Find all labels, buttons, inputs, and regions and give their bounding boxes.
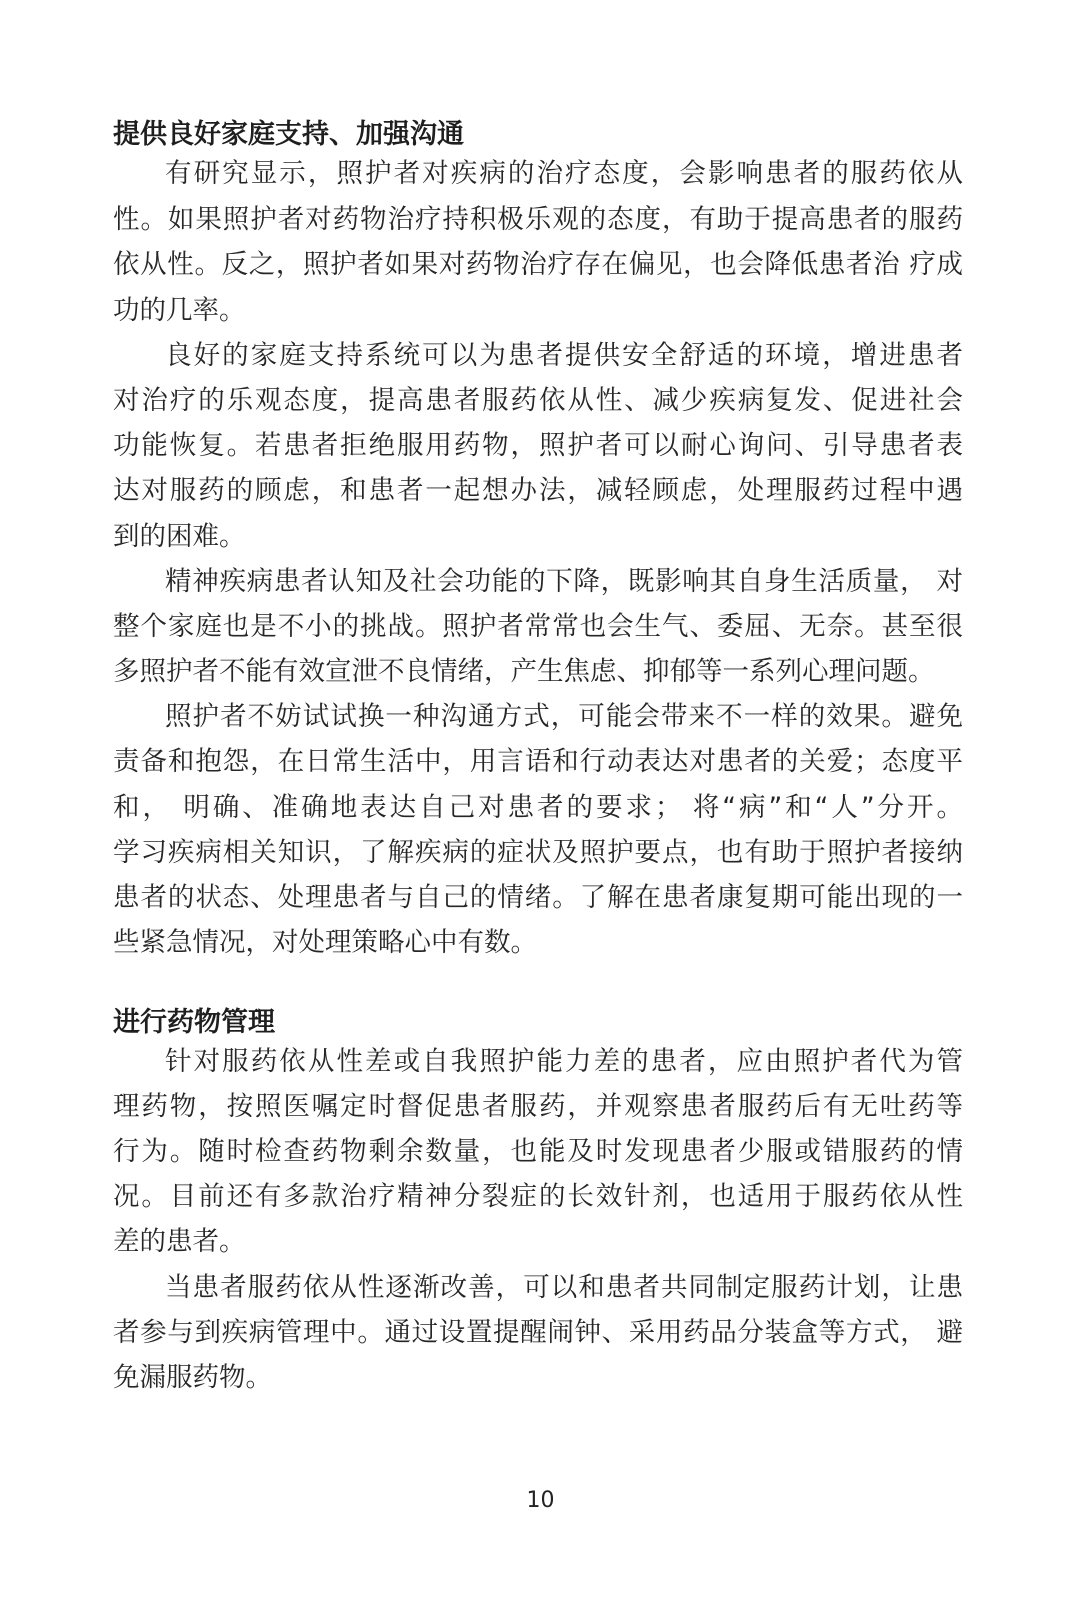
paragraph-line: 有研究显示，照护者对疾病的治疗态度，会影响患者的服药依从: [165, 158, 963, 189]
paragraph-line: 照护者不妨试试换一种沟通方式，可能会带来不一样的效果。避免: [165, 701, 963, 732]
paragraph-line: 针对服药依从性差或自我照护能力差的患者，应由照护者代为管: [165, 1046, 963, 1077]
paragraph-line: 性。如果照护者对药物治疗持积极乐观的态度，有助于提高患者的服药: [113, 204, 963, 235]
paragraph-line: 到的困难。: [113, 521, 246, 552]
paragraph-line: 对治疗的乐观态度，提高患者服药依从性、减少疾病复发、促进社会: [113, 385, 963, 416]
paragraph-line: 责备和抱怨，在日常生活中，用言语和行动表达对患者的关爱；态度平: [113, 746, 963, 777]
paragraph-line: 精神疾病患者认知及社会功能的下降，既影响其自身生活质量， 对: [165, 566, 963, 597]
paragraph-line: 患者的状态、处理患者与自己的情绪。了解在患者康复期可能出现的一: [113, 882, 963, 913]
page-number: 10: [526, 1488, 555, 1513]
paragraph-line: 理药物，按照医嘱定时督促患者服药，并观察患者服药后有无吐药等: [113, 1091, 963, 1122]
paragraph-line: 依从性。反之，照护者如果对药物治疗存在偏见，也会降低患者治 疗成: [113, 249, 963, 280]
paragraph-line: 功能恢复。若患者拒绝服用药物，照护者可以耐心询问、引导患者表: [113, 430, 963, 461]
paragraph-line: 免漏服药物。: [113, 1362, 272, 1393]
paragraph-line: 些紧急情况，对处理策略心中有数。: [113, 927, 537, 958]
paragraph-line: 和， 明确、准确地表达自己对患者的要求； 将“病”和“人”分开。: [113, 792, 963, 823]
section-heading-medication-management: 进行药物管理: [113, 1007, 275, 1038]
paragraph-line: 学习疾病相关知识，了解疾病的症状及照护要点，也有助于照护者接纳: [113, 837, 963, 868]
paragraph-line: 当患者服药依从性逐渐改善，可以和患者共同制定服药计划，让患: [165, 1272, 963, 1303]
section-heading-family-support: 提供良好家庭支持、加强沟通: [113, 119, 464, 150]
paragraph-line: 者参与到疾病管理中。通过设置提醒闹钟、采用药品分装盒等方式， 避: [113, 1317, 963, 1348]
paragraph-line: 行为。随时检查药物剩余数量，也能及时发现患者少服或错服药的情: [113, 1136, 963, 1167]
paragraph-line: 达对服药的顾虑，和患者一起想办法，减轻顾虑，处理服药过程中遇: [113, 475, 963, 506]
paragraph-line: 良好的家庭支持系统可以为患者提供安全舒适的环境，增进患者: [165, 340, 963, 371]
paragraph-line: 整个家庭也是不小的挑战。照护者常常也会生气、委屈、无奈。甚至很: [113, 611, 963, 642]
paragraph-line: 况。目前还有多款治疗精神分裂症的长效针剂，也适用于服药依从性: [113, 1181, 963, 1212]
paragraph-line: 差的患者。: [113, 1226, 246, 1257]
paragraph-line: 功的几率。: [113, 295, 246, 326]
paragraph-line: 多照护者不能有效宣泄不良情绪，产生焦虑、抑郁等一系列心理问题。: [113, 656, 935, 687]
